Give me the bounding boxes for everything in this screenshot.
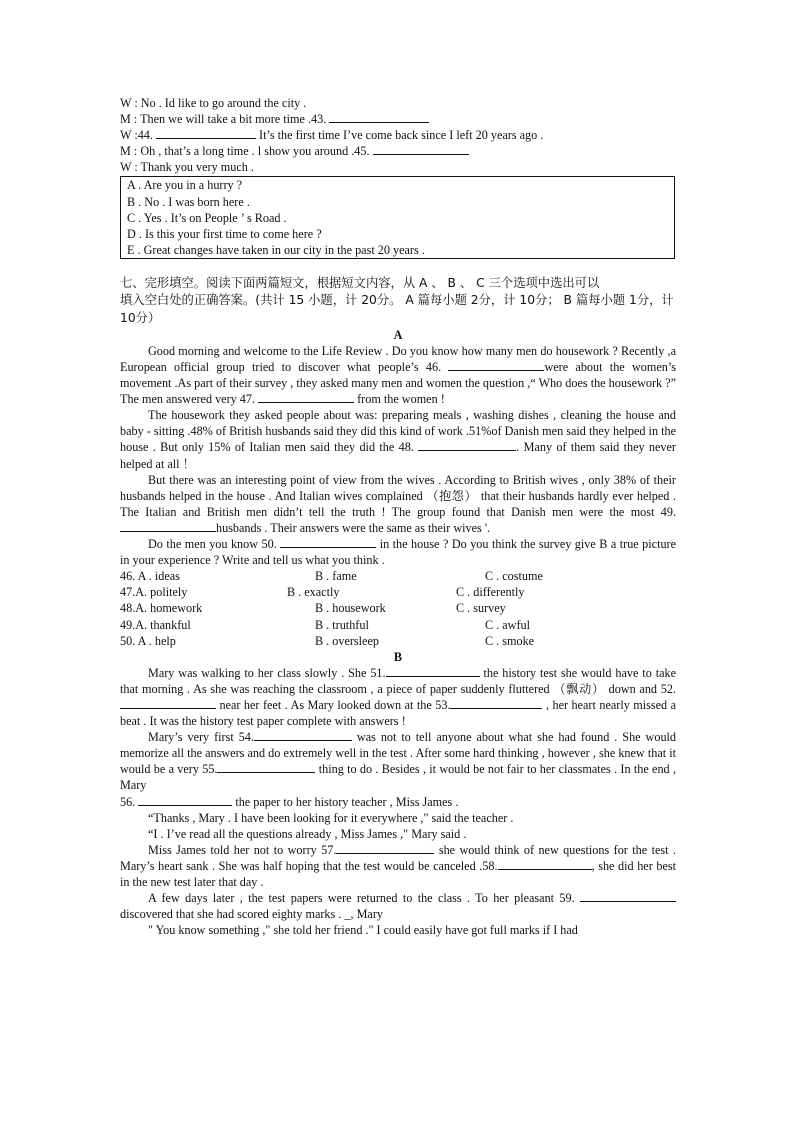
passage-paragraph: Mary was walking to her class slowly . She 51. the history test she would have to take that morning . As she was reaching the classroom , a piece of paper suddenly fluttered （飘动） down and 52. near her feet . As Mary looked down at the 53. , her heart nearly missed a beat . It was the history test paper complete with answers !	[120, 665, 677, 729]
passage-paragraph: “I . I’ve read all the questions already , Miss James ," Mary said .	[148, 826, 467, 841]
choice-row: 48.A. homework B . housework C . survey	[120, 601, 506, 616]
choice-row: 47.A. politely B . exactly C . differently	[120, 585, 525, 600]
option-item: E . Great changes have taken in our city in the past 20 years .	[127, 242, 425, 257]
passage-paragraph: But there was an interesting point of view from the wives . According to British wives , only 38% of their husbands helped in the house . And Italian wives complained （抱怨） that their husbands hardly ever helped . The Italian and British men didn’t tell the truth ! The group found that Danish men were the most 49. husbands . Their answers were the same as their wives '.	[120, 472, 676, 535]
choice-row: 49.A. thankful B . truthful C . awful	[120, 617, 531, 632]
answer-blank	[329, 111, 429, 123]
dialogue-line: W : No . Id like to go around the city .	[120, 96, 307, 110]
section-title: 七、完形填空。阅读下面两篇短文，根据短文内容，从 A 、 B 、 C 三个选项中选出可以 填入空白处的正确答案。(共计 15 小题，计 20分。 A 篇每小题 2分，计 10分； B 篇每小题 1分，计 10分）	[120, 275, 674, 325]
passage-paragraph: Miss James told her not to worry 57. she would think of new questions for the test . Mary’s heart sank . She was half hoping that the test would be canceled .58. , she did her best in the new test later that day .	[120, 842, 676, 890]
dialogue-line: W :44. It’s the first time I’ve come back since I left 20 years ago .	[120, 128, 544, 143]
options-box	[120, 176, 675, 258]
passage-paragraph: The housework they asked people about was: preparing meals , washing dishes , cleaning the house and baby - sitting .48% of British husbands said they did this kind of work .51%of Danish men said they helped in the house . But only 15% of Italian men said they did the 48. . Many of them said they never helped at all ！	[120, 408, 676, 471]
option-item: B . No . I was born here .	[127, 194, 250, 209]
dialogue-line: M : Then we will take a bit more time .43.	[120, 111, 676, 127]
passage-paragraph: Do the men you know 50. in the house ? Do you think the survey give B a true picture in your experience ? Write and tell us what you think .	[120, 537, 677, 568]
answer-blank	[156, 127, 256, 139]
choices-a	[120, 568, 676, 648]
passage-a-heading: A	[393, 327, 403, 342]
passage-paragraph: Mary’s very first 54. was not to tell anyone about what she had found . She would memorize all the answers and do extremely well in the test . After some hard thinking , however , she knew that it would be a very 55. thing to do . Besides , it would be not fair to her classmates . In the end , Mary	[120, 730, 677, 793]
passage-paragraph: “Thanks , Mary . I have been looking for it everywhere ," said the teacher .	[148, 810, 514, 825]
passage-b-heading: B	[393, 649, 403, 664]
passage-paragraph: " You know something ," she told her friend ." I could easily have got full marks if I had	[148, 923, 578, 938]
answer-blank	[373, 143, 469, 155]
option-item: D . Is this your first time to come here ?	[127, 226, 322, 241]
passage-paragraph: Good morning and welcome to the Life Review . Do you know how many men do housework ? Recently ,a European official group tried to discover what people’s 46. were about the women’s movement .As part of their survey , they asked many men and women the question ,“ Who does the housework ?” The men answered very 47. from the women !	[120, 343, 677, 407]
option-item: C . Yes . It’s on People ’ s Road .	[127, 210, 287, 225]
dialogue-line: M : Oh , that’s a long time . l show you around .45.	[120, 143, 676, 159]
exam-page	[120, 95, 676, 938]
passage-paragraph: A few days later , the test papers were returned to the class . To her pleasant 59. discovered that she had scored eighty marks . _, Mary	[120, 890, 676, 922]
choice-row: 50. A . help B . oversleep C . smoke	[120, 633, 535, 648]
choice-row: 46. A . ideas B . fame C . costume	[120, 569, 543, 584]
passage-line: 56. the paper to her history teacher , Miss James .	[120, 794, 459, 809]
dialogue-line: W : Thank you very much .	[120, 160, 254, 175]
option-item: A . Are you in a hurry ?	[127, 178, 243, 193]
